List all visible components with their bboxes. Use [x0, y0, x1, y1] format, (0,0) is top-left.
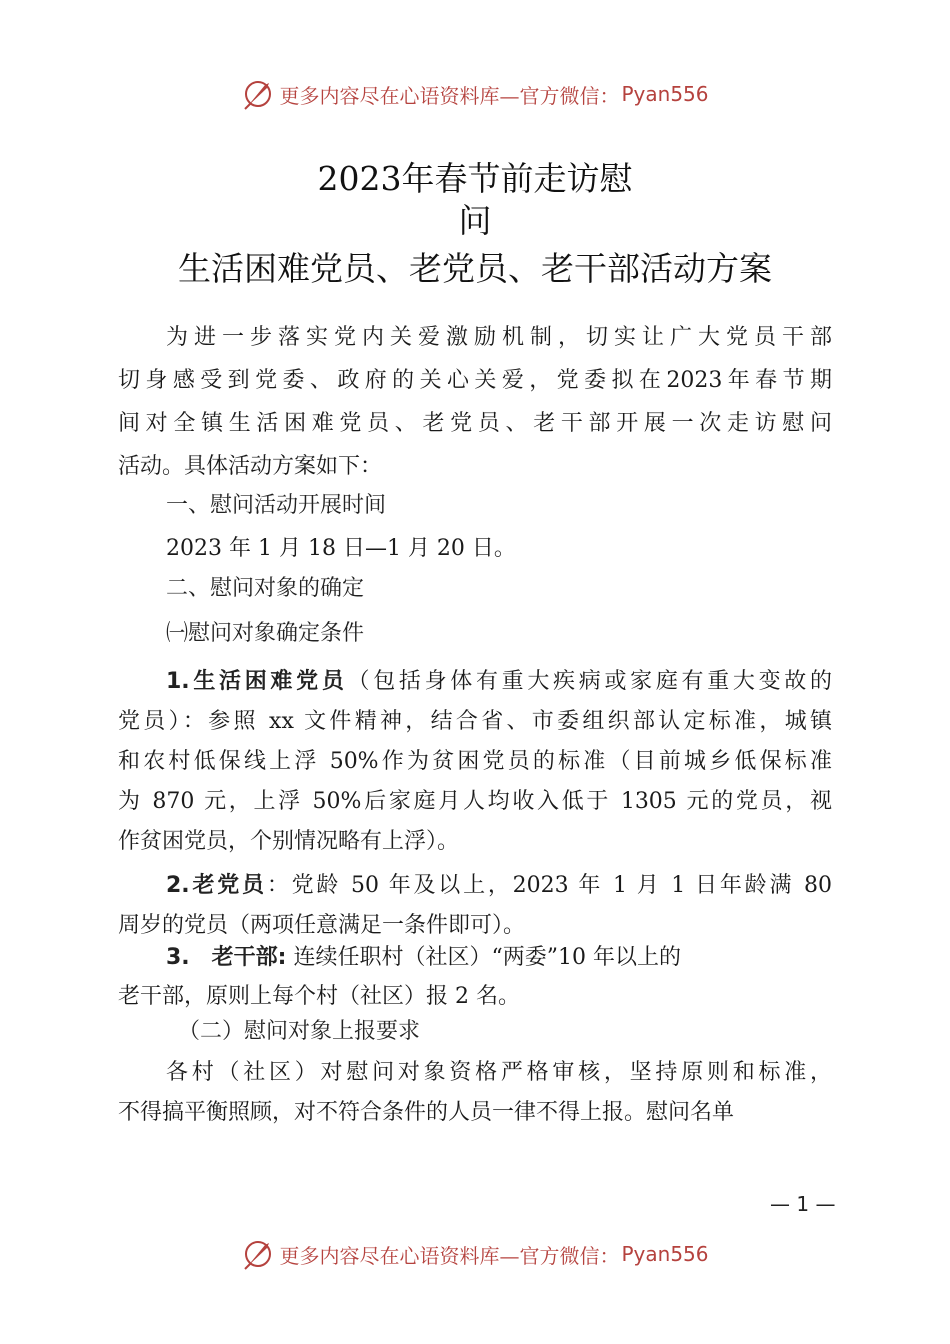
item-2-line-2: 周岁的党员（两项任意满足一条件即可）。 — [118, 913, 526, 938]
banner-text: 更多内容尽在心语资料库—官方微信： — [279, 1243, 620, 1268]
item-1-line-5: 作贫困党员，个别情况略有上浮）。 — [118, 829, 460, 854]
quill-logo-icon — [241, 1237, 275, 1271]
quill-logo-icon — [241, 77, 275, 111]
subsection-1-heading: ㈠慰问对象确定条件 — [166, 621, 365, 646]
banner-text: 更多内容尽在心语资料库—官方微信： — [279, 83, 620, 108]
intro-line-1: 为进一步落实党内关爱激励机制，切实让广大党员干部 — [166, 325, 832, 350]
subsection-2-line-2: 不得搞平衡照顾，对不符合条件的人员一律不得上报。慰问名单 — [118, 1100, 735, 1125]
banner-wechat-id: Pyan556 — [621, 82, 709, 106]
item-1-line-1: 1.生活困难党员（包括身体有重大疾病或家庭有重大变故的 — [166, 669, 832, 694]
page-number: — 1 — — [770, 1192, 836, 1216]
item-1-line-4: 为 870 元，上浮 50%后家庭月人均收入低于 1305 元的党员，视 — [118, 789, 832, 814]
item-3-label: 3. 老干部: — [166, 945, 287, 970]
item-3-line-2: 老干部，原则上每个村（社区）报 2 名。 — [118, 984, 520, 1009]
intro-line-4: 活动。具体活动方案如下： — [118, 454, 383, 479]
footer-watermark — [0, 1232, 950, 1276]
item-2-line-1: 2.老党员：党龄 50 年及以上，2023 年 1 月 1 日年龄满 80 — [166, 873, 832, 898]
banner-wechat-id: Pyan556 — [621, 1242, 709, 1266]
subsection-2-heading: （二）慰问对象上报要求 — [178, 1019, 421, 1044]
header-watermark — [0, 72, 950, 116]
title-line-2: 问 — [458, 201, 492, 240]
item-1-line-2: 党员）：参照 xx 文件精神，结合省、市委组织部认定标准，城镇 — [118, 709, 832, 734]
item-1-line-3: 和农村低保线上浮 50%作为贫困党员的标准（目前城乡低保标准 — [118, 749, 832, 774]
intro-line-3: 间对全镇生活困难党员、老党员、老干部开展一次走访慰问 — [118, 411, 832, 436]
intro-line-2: 切身感受到党委、政府的关心关爱，党委拟在2023年春节期 — [118, 368, 832, 393]
item-3-line-1: 3. 老干部: 连续任职村（社区）“两委”10 年以上的 — [166, 945, 681, 970]
section-2-heading: 二、慰问对象的确定 — [166, 576, 365, 601]
subsection-2-line-1: 各村（社区）对慰问对象资格严格审核，坚持原则和标准， — [166, 1060, 832, 1085]
section-1-heading: 一、慰问活动开展时间 — [166, 493, 387, 518]
item-1-label: 1.生活困难党员 — [166, 669, 348, 694]
title-line-1: 2023年春节前走访慰 — [317, 159, 633, 198]
title-line-3: 生活困难党员、老党员、老干部活动方案 — [178, 249, 772, 288]
section-1-text: 2023 年 1 月 18 日—1 月 20 日。 — [166, 536, 516, 561]
item-2-label: 2.老党员 — [166, 873, 267, 898]
